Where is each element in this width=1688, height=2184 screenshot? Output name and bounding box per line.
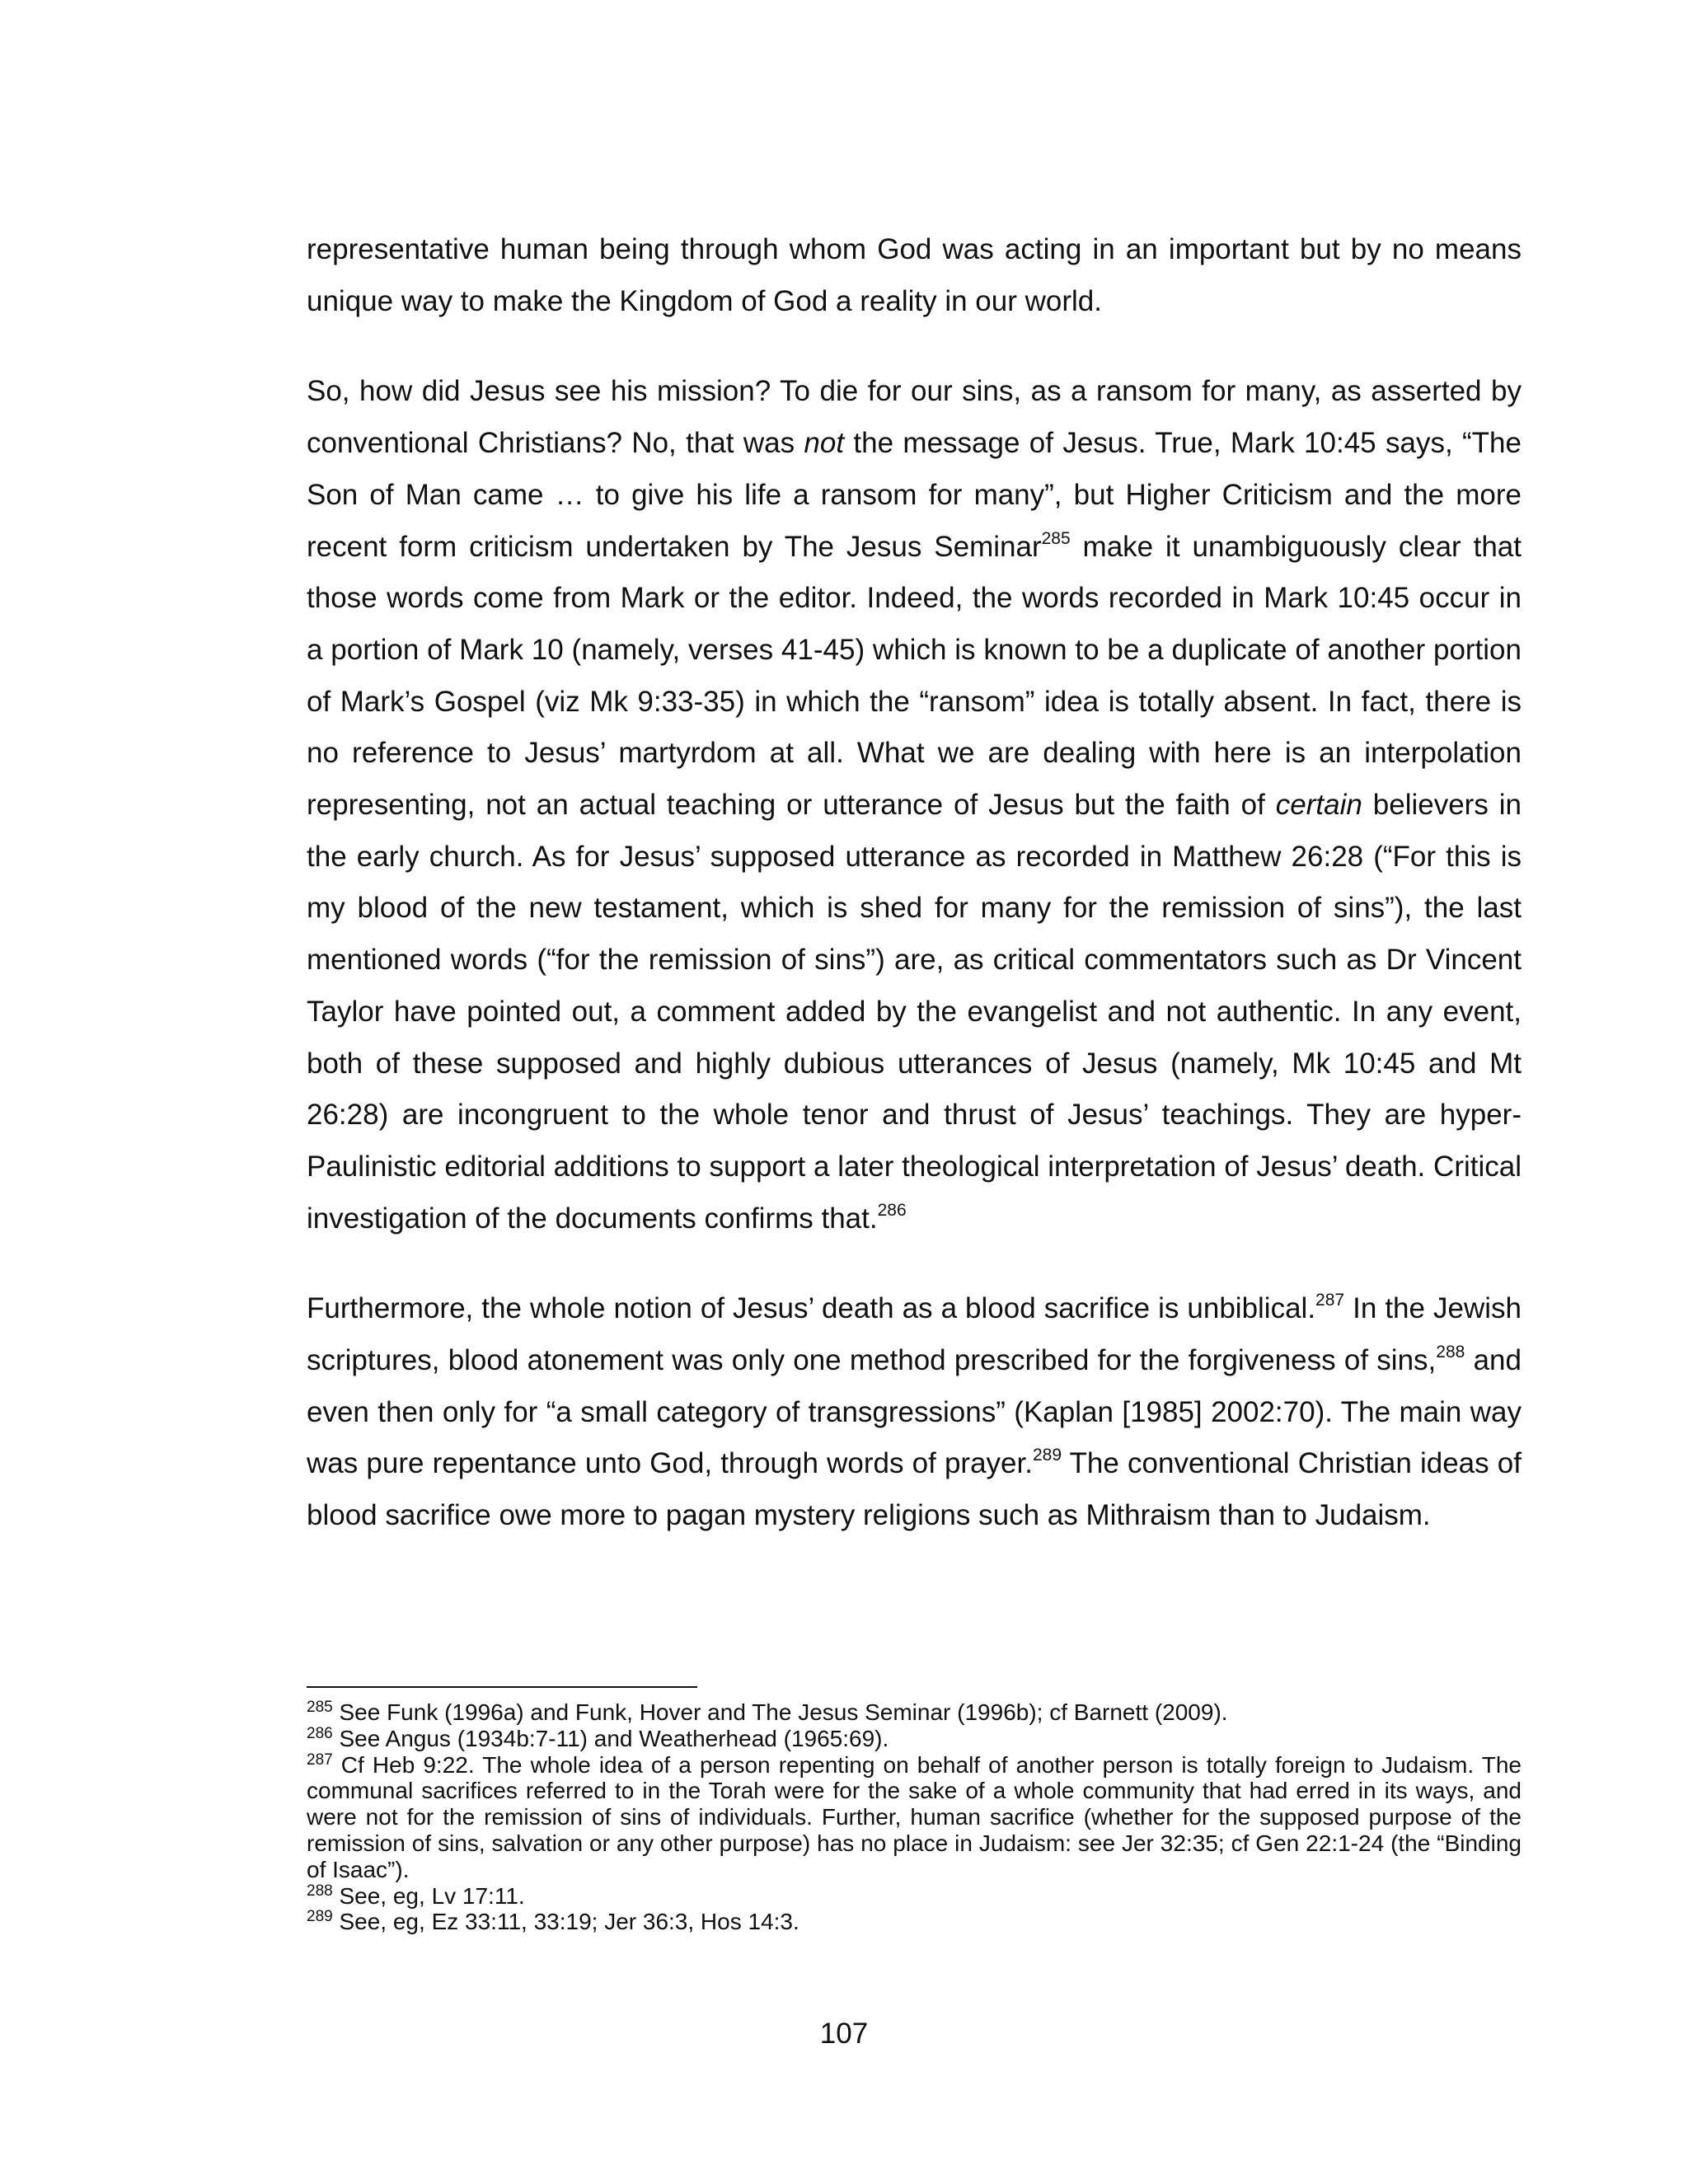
italic-emphasis: not [804, 427, 845, 460]
page-number: 107 [819, 2018, 869, 2050]
footnote-number: 285 [307, 1699, 333, 1716]
footnote-separator [307, 1686, 697, 1688]
footnote-ref-285[interactable]: 285 [1041, 528, 1071, 548]
footnote-ref-288[interactable]: 288 [1436, 1343, 1465, 1362]
footnote-text: See Angus (1934b:7-11) and Weatherhead (1965:69). [332, 1725, 889, 1751]
paragraph-text: believers in the early church. As for Jesus’ supposed utterance as recorded in Matthew 26:28 (“For this is my blood of the new testament, which is shed for many for the remission of sins”), the last mentioned words (“for the remission of sins”) are, as critical commentators such as Dr Vincent Taylor have pointed out, a comment added by the evangelist and not authentic. In any event, both of these supposed and highly dubious utterances of Jesus (namely, Mk 10:45 and Mt 26:28) are incongruent to the whole tenor and thrust of Jesus’ teachings. They are hyper-Paulinistic editorial additions to support a later theological interpretation of Jesus’ death. Critical investigation of the documents confirms that. [307, 789, 1522, 1235]
paragraph-1 [307, 224, 1522, 327]
footnote-number: 287 [307, 1750, 333, 1769]
paragraph-text: The conventional Christian ideas of blood sacrifice owe more to pagan mystery religions such as Mithraism than to Judaism. [307, 1447, 1522, 1532]
footnote-285 [307, 1699, 1522, 1726]
main-text [307, 224, 1522, 1542]
footnote-number: 289 [307, 1908, 333, 1926]
footnote-288 [307, 1883, 1522, 1910]
footnote-number: 286 [307, 1724, 333, 1742]
footnote-text: Cf Heb 9:22. The whole idea of a person repenting on behalf of another person is totally foreign to Judaism. The communal sacrifices referred to in the Torah were for the sake of a whole community that had erred in its ways, and were not for the remission of sins of individuals. Further, human sacrifice (whether for the supposed purpose of the remission of sins, salvation or any other purpose) has no place in Judaism: see Jer 32:35; cf Gen 22:1-24 (the “Binding of Isaac”). [307, 1751, 1522, 1882]
paragraph-text: Furthermore, the whole notion of Jesus’ death as a blood sacrifice is unbiblical. [307, 1292, 1316, 1325]
footnote-ref-286[interactable]: 286 [877, 1200, 907, 1220]
paragraph-3 [307, 1283, 1522, 1542]
paragraph-text: make it unambiguously clear that those words come from Mark or the editor. Indeed, the words recorded in Mark 10:45 occur in a portion of Mark 10 (namely, verses 41-45) which is known to be a duplicate of another portion of Mark’s Gospel (viz Mk 9:33-35) in which the “ransom” idea is totally absent. In fact, there is no reference to Jesus’ martyrdom at all. What we are dealing with here is an interpolation representing, not an actual teaching or utterance of Jesus but the faith of [307, 530, 1522, 822]
footnote-289 [307, 1909, 1522, 1935]
footnotes [307, 1699, 1522, 1935]
italic-emphasis: certain [1275, 789, 1362, 822]
paragraph-2 [307, 366, 1522, 1244]
paragraph-text: In the Jewish scriptures, blood atonement was only one method prescribed for the forgiveness of sins, [307, 1292, 1522, 1377]
footnote-text: See, eg, Lv 17:11. [332, 1882, 525, 1909]
footnote-text: See, eg, Ez 33:11, 33:19; Jer 36:3, Hos 14:3. [332, 1909, 799, 1935]
footnote-286 [307, 1726, 1522, 1752]
footnote-ref-289[interactable]: 289 [1032, 1446, 1062, 1465]
paragraph-text: the message of Jesus. True, Mark 10:45 says, “The Son of Man came … to give his life a ransom for many”, but Higher Criticism and the more recent form criticism undertaken by The Jesus Seminar [307, 427, 1522, 563]
paragraph-text: So, how did Jesus see his mission? To die for our sins, as a ransom for many, as asserted by conventional Christians? No, that was [307, 375, 1522, 460]
paragraph-text: representative human being through whom God was acting in an important but by no means unique way to make the Kingdom of God a reality in our world. [307, 233, 1522, 317]
footnote-ref-287[interactable]: 287 [1315, 1291, 1345, 1310]
footnote-287 [307, 1752, 1522, 1883]
footnote-number: 288 [307, 1882, 333, 1900]
paragraph-text: and even then only for “a small category of transgressions” (Kaplan [1985] 2002:70). The main way was pure repentance unto God, through words of prayer. [307, 1344, 1522, 1480]
footnote-text: See Funk (1996a) and Funk, Hover and The Jesus Seminar (1996b); cf Barnett (2009). [332, 1699, 1228, 1725]
